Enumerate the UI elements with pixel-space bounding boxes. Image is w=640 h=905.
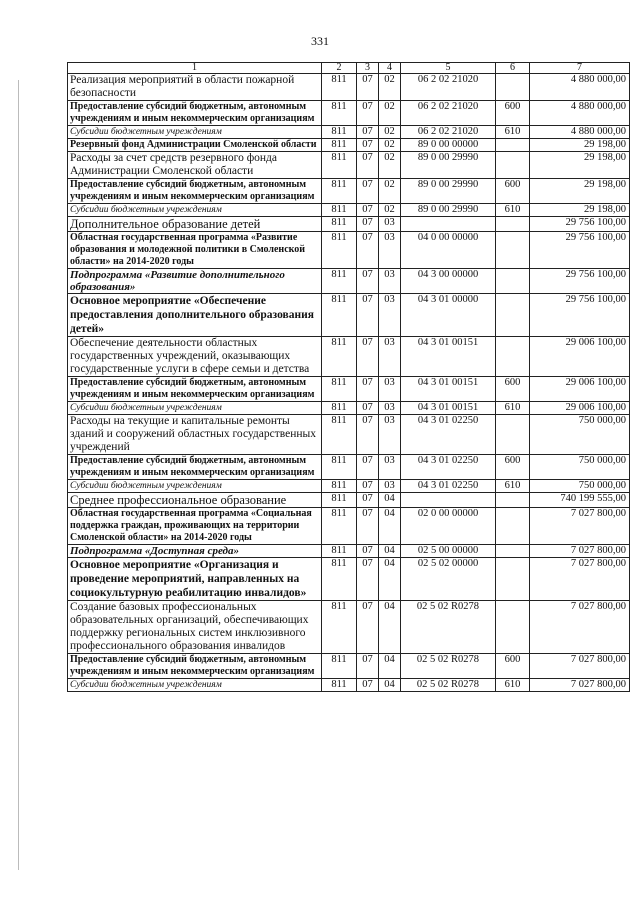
subsection-code-cell: 02 [379, 139, 401, 152]
table-row [68, 294, 630, 337]
target-article-cell: 04 3 01 02250 [401, 455, 496, 480]
section-code-cell: 07 [357, 179, 379, 204]
expense-type-cell [496, 545, 530, 558]
subsection-code-cell: 03 [379, 337, 401, 377]
expense-type-cell [496, 152, 530, 179]
section-code-cell: 07 [357, 493, 379, 508]
section-code-cell: 07 [357, 337, 379, 377]
ministry-code-cell: 811 [322, 679, 357, 692]
target-article-cell: 06 2 02 21020 [401, 101, 496, 126]
subsection-code-cell: 02 [379, 126, 401, 139]
column-header-6: 6 [496, 63, 530, 74]
subsection-code-cell: 04 [379, 558, 401, 601]
section-code-cell: 07 [357, 455, 379, 480]
amount-cell: 29 198,00 [530, 152, 630, 179]
column-header-1: 1 [68, 63, 322, 74]
expense-type-cell: 600 [496, 101, 530, 126]
amount-cell: 4 880 000,00 [530, 74, 630, 101]
target-article-cell: 89 0 00 29990 [401, 204, 496, 217]
amount-cell: 7 027 800,00 [530, 558, 630, 601]
section-code-cell: 07 [357, 402, 379, 415]
section-code-cell: 07 [357, 377, 379, 402]
section-code-cell: 07 [357, 545, 379, 558]
row-name-cell: Подпрограмма «Развитие дополнительного образования» [68, 269, 322, 294]
subsection-code-cell: 04 [379, 508, 401, 545]
table-row [68, 601, 630, 654]
target-article-cell: 89 0 00 00000 [401, 139, 496, 152]
amount-cell: 750 000,00 [530, 455, 630, 480]
ministry-code-cell: 811 [322, 455, 357, 480]
row-name-cell: Областная государственная программа «Развитие образования и молодежной политики в Смоленской области» на 2014-2020 годы [68, 232, 322, 269]
section-code-cell: 07 [357, 508, 379, 545]
ministry-code-cell: 811 [322, 126, 357, 139]
table-row [68, 480, 630, 493]
amount-cell: 29 756 100,00 [530, 269, 630, 294]
expense-type-cell: 600 [496, 377, 530, 402]
ministry-code-cell: 811 [322, 601, 357, 654]
expense-type-cell [496, 508, 530, 545]
subsection-code-cell: 03 [379, 377, 401, 402]
target-article-cell: 02 0 00 00000 [401, 508, 496, 545]
row-name-cell: Реализация мероприятий в области пожарной безопасности [68, 74, 322, 101]
ministry-code-cell: 811 [322, 508, 357, 545]
target-article-cell: 04 3 01 02250 [401, 415, 496, 455]
subsection-code-cell: 03 [379, 402, 401, 415]
subsection-code-cell: 03 [379, 480, 401, 493]
table-row [68, 415, 630, 455]
target-article-cell: 06 2 02 21020 [401, 126, 496, 139]
row-name-cell: Обеспечение деятельности областных государственных учреждений, оказывающих государственные услуги в сфере семьи и детства [68, 337, 322, 377]
row-name-cell: Дополнительное образование детей [68, 217, 322, 232]
target-article-cell: 04 3 01 00151 [401, 377, 496, 402]
ministry-code-cell: 811 [322, 179, 357, 204]
row-name-cell: Предоставление субсидий бюджетным, автономным учреждениям и иным некоммерческим организациям [68, 179, 322, 204]
ministry-code-cell: 811 [322, 152, 357, 179]
table-row [68, 232, 630, 269]
ministry-code-cell: 811 [322, 269, 357, 294]
target-article-cell: 04 0 00 00000 [401, 232, 496, 269]
section-code-cell: 07 [357, 480, 379, 493]
column-header-7: 7 [530, 63, 630, 74]
amount-cell: 7 027 800,00 [530, 508, 630, 545]
table-row [68, 455, 630, 480]
target-article-cell: 04 3 01 02250 [401, 480, 496, 493]
section-code-cell: 07 [357, 74, 379, 101]
ministry-code-cell: 811 [322, 377, 357, 402]
subsection-code-cell: 02 [379, 204, 401, 217]
target-article-cell: 02 5 00 00000 [401, 545, 496, 558]
expense-type-cell: 610 [496, 204, 530, 217]
table-row [68, 558, 630, 601]
target-article-cell: 89 0 00 29990 [401, 179, 496, 204]
table-row [68, 508, 630, 545]
target-article-cell: 04 3 01 00151 [401, 402, 496, 415]
ministry-code-cell: 811 [322, 545, 357, 558]
amount-cell: 7 027 800,00 [530, 679, 630, 692]
amount-cell: 750 000,00 [530, 415, 630, 455]
amount-cell: 29 198,00 [530, 139, 630, 152]
subsection-code-cell: 02 [379, 179, 401, 204]
row-name-cell: Предоставление субсидий бюджетным, автономным учреждениям и иным некоммерческим организациям [68, 654, 322, 679]
table-row [68, 126, 630, 139]
ministry-code-cell: 811 [322, 654, 357, 679]
ministry-code-cell: 811 [322, 101, 357, 126]
expense-type-cell: 610 [496, 402, 530, 415]
target-article-cell: 04 3 01 00000 [401, 294, 496, 337]
section-code-cell: 07 [357, 415, 379, 455]
row-name-cell: Основное мероприятие «Организация и проведение мероприятий, направленных на социокультурную реабилитацию инвалидов» [68, 558, 322, 601]
subsection-code-cell: 04 [379, 545, 401, 558]
section-code-cell: 07 [357, 269, 379, 294]
row-name-cell: Субсидии бюджетным учреждениям [68, 679, 322, 692]
expense-type-cell: 600 [496, 455, 530, 480]
table-row [68, 74, 630, 101]
amount-cell: 29 756 100,00 [530, 294, 630, 337]
subsection-code-cell: 03 [379, 455, 401, 480]
amount-cell: 29 756 100,00 [530, 232, 630, 269]
section-code-cell: 07 [357, 679, 379, 692]
table-row [68, 179, 630, 204]
table-row [68, 269, 630, 294]
expense-type-cell [496, 337, 530, 377]
target-article-cell: 02 5 02 R0278 [401, 679, 496, 692]
expense-type-cell: 610 [496, 480, 530, 493]
subsection-code-cell: 04 [379, 601, 401, 654]
subsection-code-cell: 04 [379, 679, 401, 692]
row-name-cell: Предоставление субсидий бюджетным, автономным учреждениям и иным некоммерческим организациям [68, 377, 322, 402]
expense-type-cell: 610 [496, 126, 530, 139]
table-row [68, 679, 630, 692]
expense-type-cell: 600 [496, 654, 530, 679]
row-name-cell: Расходы на текущие и капитальные ремонты зданий и сооружений областных государственных учреждений [68, 415, 322, 455]
amount-cell: 750 000,00 [530, 480, 630, 493]
expense-type-cell [496, 294, 530, 337]
row-name-cell: Создание базовых профессиональных образовательных организаций, обеспечивающих поддержку региональных систем инклюзивного профессионального образования инвалидов [68, 601, 322, 654]
section-code-cell: 07 [357, 152, 379, 179]
subsection-code-cell: 03 [379, 232, 401, 269]
ministry-code-cell: 811 [322, 493, 357, 508]
subsection-code-cell: 03 [379, 294, 401, 337]
amount-cell: 7 027 800,00 [530, 545, 630, 558]
subsection-code-cell: 03 [379, 269, 401, 294]
section-code-cell: 07 [357, 558, 379, 601]
ministry-code-cell: 811 [322, 337, 357, 377]
amount-cell: 29 006 100,00 [530, 337, 630, 377]
expense-type-cell [496, 601, 530, 654]
section-code-cell: 07 [357, 126, 379, 139]
subsection-code-cell: 03 [379, 415, 401, 455]
page-number: 331 [311, 34, 329, 48]
row-name-cell: Субсидии бюджетным учреждениям [68, 204, 322, 217]
section-code-cell: 07 [357, 601, 379, 654]
section-code-cell: 07 [357, 232, 379, 269]
amount-cell: 29 198,00 [530, 179, 630, 204]
row-name-cell: Резервный фонд Администрации Смоленской области [68, 139, 322, 152]
table-row [68, 204, 630, 217]
table-row [68, 654, 630, 679]
expense-type-cell [496, 139, 530, 152]
expense-type-cell: 600 [496, 179, 530, 204]
amount-cell: 29 198,00 [530, 204, 630, 217]
table-row [68, 101, 630, 126]
section-code-cell: 07 [357, 139, 379, 152]
target-article-cell: 89 0 00 29990 [401, 152, 496, 179]
ministry-code-cell: 811 [322, 204, 357, 217]
ministry-code-cell: 811 [322, 480, 357, 493]
section-code-cell: 07 [357, 217, 379, 232]
expense-type-cell [496, 217, 530, 232]
budget-table [67, 62, 630, 692]
row-name-cell: Субсидии бюджетным учреждениям [68, 480, 322, 493]
column-header-5: 5 [401, 63, 496, 74]
expense-type-cell [496, 415, 530, 455]
expense-type-cell [496, 74, 530, 101]
row-name-cell: Предоставление субсидий бюджетным, автономным учреждениям и иным некоммерческим организациям [68, 455, 322, 480]
section-code-cell: 07 [357, 294, 379, 337]
table-row [68, 139, 630, 152]
section-code-cell: 07 [357, 101, 379, 126]
column-header-2: 2 [322, 63, 357, 74]
section-code-cell: 07 [357, 204, 379, 217]
amount-cell: 4 880 000,00 [530, 126, 630, 139]
amount-cell: 7 027 800,00 [530, 654, 630, 679]
ministry-code-cell: 811 [322, 217, 357, 232]
expense-type-cell [496, 493, 530, 508]
table-row [68, 152, 630, 179]
subsection-code-cell: 02 [379, 152, 401, 179]
ministry-code-cell: 811 [322, 139, 357, 152]
subsection-code-cell: 02 [379, 74, 401, 101]
table-row [68, 377, 630, 402]
row-name-cell: Основное мероприятие «Обеспечение предоставления дополнительного образования детей» [68, 294, 322, 337]
table-row [68, 545, 630, 558]
amount-cell: 4 880 000,00 [530, 101, 630, 126]
row-name-cell: Среднее профессиональное образование [68, 493, 322, 508]
expense-type-cell: 610 [496, 679, 530, 692]
amount-cell: 7 027 800,00 [530, 601, 630, 654]
budget-table-wrapper [67, 62, 629, 692]
column-number-row [68, 63, 630, 74]
row-name-cell: Предоставление субсидий бюджетным, автономным учреждениям и иным некоммерческим организациям [68, 101, 322, 126]
ministry-code-cell: 811 [322, 402, 357, 415]
expense-type-cell [496, 269, 530, 294]
amount-cell: 29 006 100,00 [530, 377, 630, 402]
ministry-code-cell: 811 [322, 415, 357, 455]
target-article-cell: 02 5 02 R0278 [401, 654, 496, 679]
expense-type-cell [496, 232, 530, 269]
amount-cell: 29 756 100,00 [530, 217, 630, 232]
row-name-cell: Субсидии бюджетным учреждениям [68, 402, 322, 415]
subsection-code-cell: 03 [379, 217, 401, 232]
table-row [68, 493, 630, 508]
ministry-code-cell: 811 [322, 74, 357, 101]
table-body [68, 74, 630, 692]
ministry-code-cell: 811 [322, 294, 357, 337]
page-edge-line [18, 80, 19, 870]
table-row [68, 402, 630, 415]
amount-cell: 29 006 100,00 [530, 402, 630, 415]
ministry-code-cell: 811 [322, 558, 357, 601]
target-article-cell: 02 5 02 R0278 [401, 601, 496, 654]
row-name-cell: Областная государственная программа «Социальная поддержка граждан, проживающих на территории Смоленской области» на 2014-2020 годы [68, 508, 322, 545]
row-name-cell: Субсидии бюджетным учреждениям [68, 126, 322, 139]
subsection-code-cell: 04 [379, 654, 401, 679]
table-row [68, 217, 630, 232]
row-name-cell: Подпрограмма «Доступная среда» [68, 545, 322, 558]
target-article-cell [401, 493, 496, 508]
subsection-code-cell: 02 [379, 101, 401, 126]
row-name-cell: Расходы за счет средств резервного фонда Администрации Смоленской области [68, 152, 322, 179]
subsection-code-cell: 04 [379, 493, 401, 508]
target-article-cell [401, 217, 496, 232]
section-code-cell: 07 [357, 654, 379, 679]
ministry-code-cell: 811 [322, 232, 357, 269]
expense-type-cell [496, 558, 530, 601]
target-article-cell: 04 3 00 00000 [401, 269, 496, 294]
column-header-4: 4 [379, 63, 401, 74]
target-article-cell: 02 5 02 00000 [401, 558, 496, 601]
column-header-3: 3 [357, 63, 379, 74]
table-row [68, 337, 630, 377]
target-article-cell: 04 3 01 00151 [401, 337, 496, 377]
target-article-cell: 06 2 02 21020 [401, 74, 496, 101]
amount-cell: 740 199 555,00 [530, 493, 630, 508]
